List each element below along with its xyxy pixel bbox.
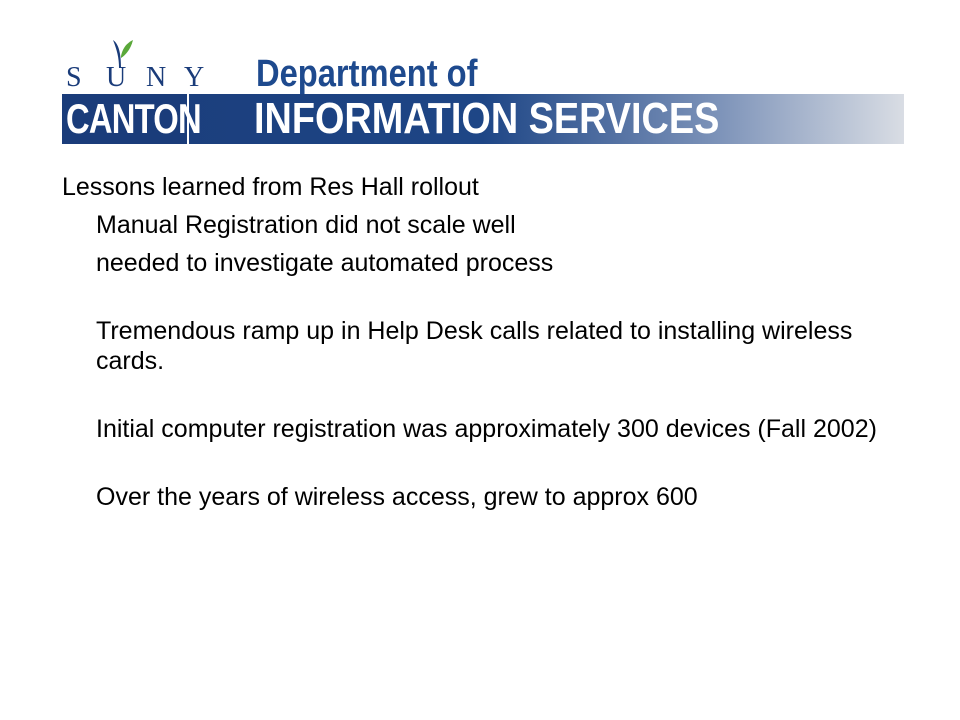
bullet-item: Tremendous ramp up in Help Desk calls related to installing wireless cards. <box>96 317 853 375</box>
header-banner <box>0 0 960 160</box>
information-services-title: INFORMATION SERVICES <box>254 94 720 143</box>
slide-body <box>62 172 922 520</box>
bullet-item: Initial computer registration was approximately 300 devices (Fall 2002) <box>96 415 877 443</box>
slide-heading: Lessons learned from Res Hall rollout <box>62 173 479 201</box>
bullet-item: needed to investigate automated process <box>96 249 554 277</box>
suny-letter-u: U <box>106 62 127 93</box>
bullet-item: Manual Registration did not scale well <box>96 211 516 239</box>
sprout-logo-icon <box>105 30 135 70</box>
department-title: Department of <box>256 53 478 95</box>
suny-letter-n: N <box>146 62 167 93</box>
canton-wordmark: CANTON <box>66 95 201 142</box>
suny-letter-s: S <box>66 62 82 93</box>
suny-letter-y: Y <box>184 62 205 93</box>
bullet-item: Over the years of wireless access, grew to approx 600 <box>96 483 698 511</box>
